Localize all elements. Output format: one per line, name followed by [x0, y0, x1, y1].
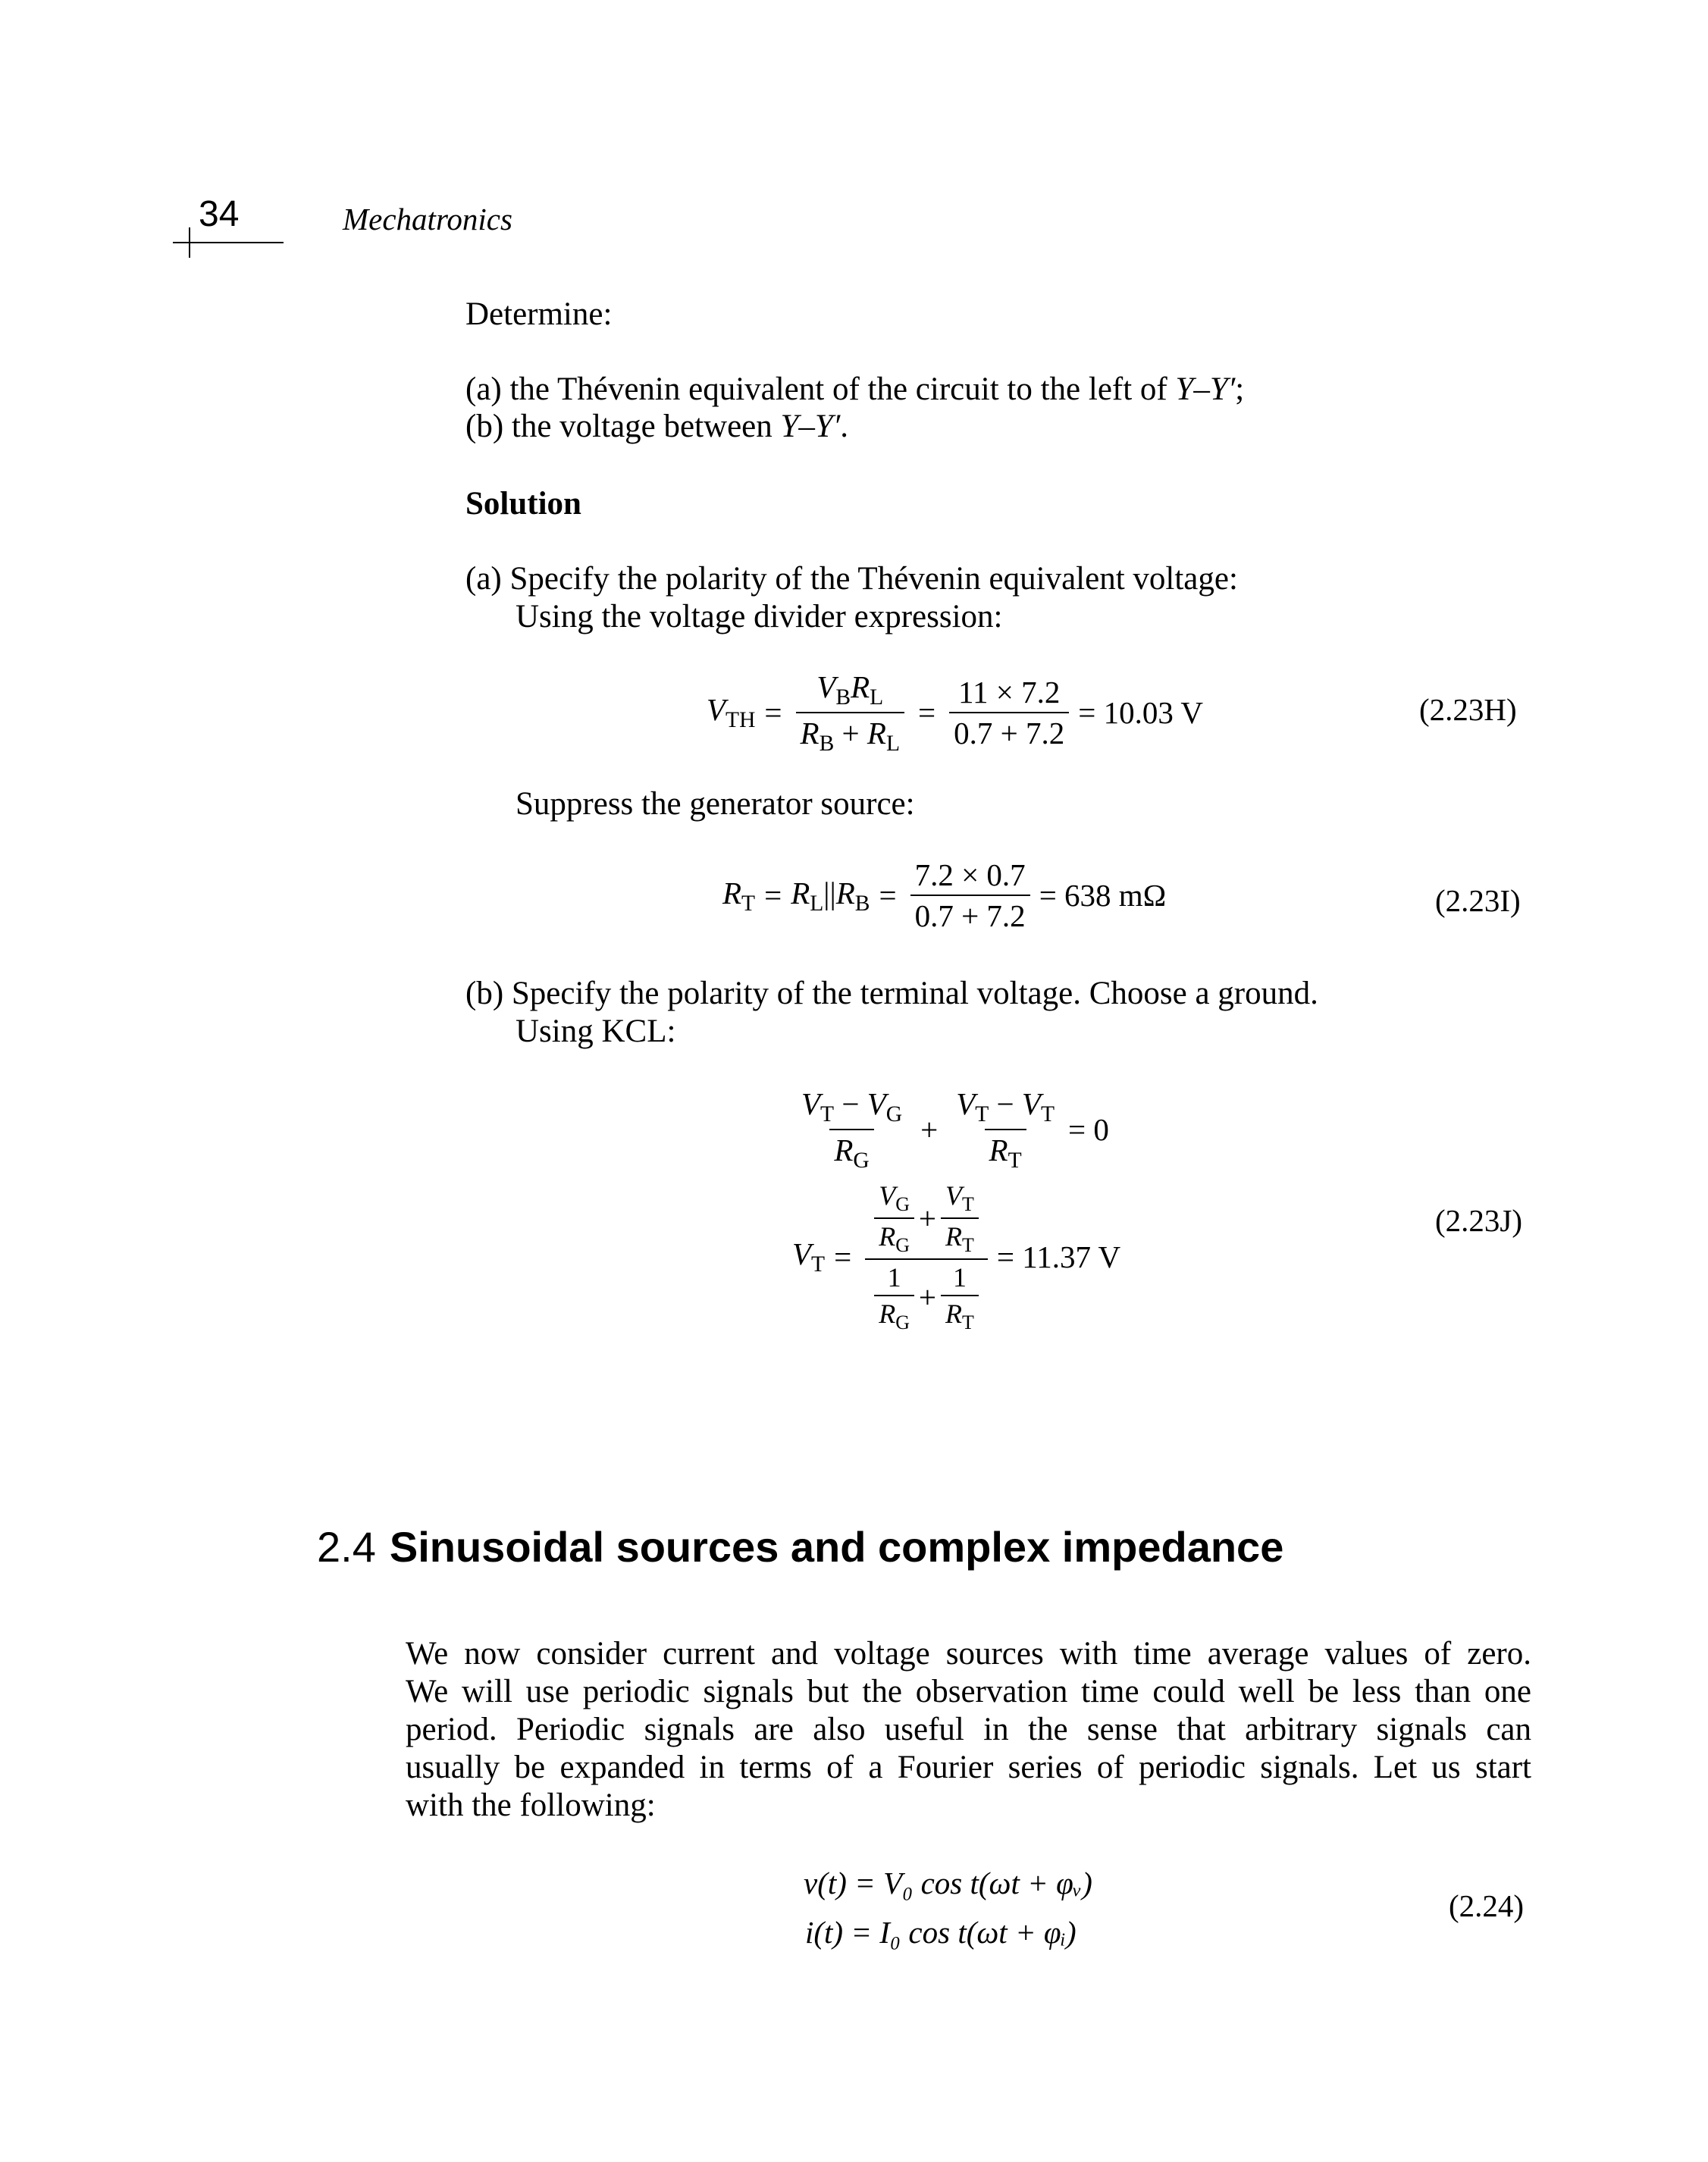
eq-i-result: = 638 mΩ [1039, 878, 1167, 913]
problem-item-a [465, 371, 1244, 409]
page-number: 34 [199, 194, 240, 234]
problem-item-b-term: Y–Y′ [780, 409, 841, 444]
running-title: Mechatronics [343, 202, 512, 237]
problem-item-a-text: (a) the Thévenin equivalent of the circuit to the left of [465, 371, 1167, 407]
equation-number-2-23H: (2.23H) [1419, 692, 1517, 727]
paragraph-line: We will use periodic signals but the observation time could well be less than one [406, 1674, 1531, 1709]
paragraph-line: with the following: [406, 1788, 656, 1823]
equation-number-2-24: (2.24) [1449, 1888, 1525, 1923]
problem-item-b-text: (b) the voltage between [465, 409, 773, 444]
paragraph-line: period. Periodic signals are also useful in the sense that arbitrary signals can [406, 1712, 1531, 1747]
section-heading [317, 1522, 1283, 1571]
solution-heading: Solution [465, 486, 581, 522]
eq-h-result: = 10.03 V [1078, 694, 1203, 730]
solution-a-line2: Using the voltage divider expression: [516, 599, 1003, 634]
solution-b-line2: Using KCL: [516, 1014, 676, 1049]
paragraph-line: We now consider current and voltage sources with time average values of zero. [406, 1636, 1531, 1672]
equation-2-24-line2: i(t) = I₀ cos t(ωt + φᵢ) [805, 1915, 1077, 1950]
eq-h-lhs: $V_{TH}$ [707, 692, 756, 733]
eq-h-fraction-numeric: $\frac{11 \times 7.2}{0.7 + 7.2}$ [949, 674, 1069, 751]
paragraph-line: usually be expanded in terms of a Fourier series of periodic signals. Let us start [406, 1750, 1531, 1785]
problem-item-a-term: Y–Y′ [1175, 371, 1236, 407]
section-paragraph [406, 1635, 1531, 1825]
section-number: 2.4 [317, 1523, 376, 1571]
solution-a-line1: (a) Specify the polarity of the Thévenin equivalent voltage: [465, 561, 1238, 597]
solution-b-line1: (b) Specify the polarity of the terminal voltage. Choose a ground. [465, 976, 1318, 1011]
equation-number-2-23J: (2.23J) [1435, 1203, 1523, 1238]
determine-label: Determine: [465, 296, 613, 332]
problem-item-b [465, 408, 848, 446]
problem-item-b-tail: . [840, 409, 848, 444]
suppress-text: Suppress the generator source: [516, 786, 915, 822]
eq-i-fraction: $\frac{7.2 \times 0.7}{0.7 + 7.2}$ [910, 857, 1030, 934]
crop-mark-vertical [189, 227, 190, 258]
equation-2-24-line1: v(t) = V₀ cos t(ωt + φᵥ) [804, 1866, 1092, 1900]
equation-2-23J-kcl: $\frac{V_T - V_G}{R_G}$ + $\frac{V_T - V_T}{R_T}$ = 0 [801, 1086, 1109, 1173]
equation-number-2-23I: (2.23I) [1435, 883, 1521, 918]
section-title: Sinusoidal sources and complex impedance [389, 1523, 1284, 1571]
eq-j-compound-fraction: $\frac{V_G}{R_G}$ + $\frac{V_T}{R_T}$ $\frac{1}{R_G}$ + $\frac{1}{R_T}$ [865, 1180, 988, 1333]
equation-2-23H: $V_{TH}$ = $\frac{V_BR_L}{R_B + R_L}$ = $\frac{11 \times 7.2}{0.7 + 7.2}$ = 10.03 V [707, 669, 1203, 756]
eq-h-fraction-symbolic: $\frac{V_BR_L}{R_B + R_L}$ [796, 669, 904, 757]
eq-j-result: = 11.37 V [996, 1239, 1121, 1274]
equation-2-23J-vt: $V_T$ = $\frac{V_G}{R_G}$ + $\frac{V_T}{R_T}$ $\frac{1}{R_G}$ + $\frac{1}{R_T}$ = 11.37 V [792, 1180, 1121, 1333]
eq-j-kcl-rhs: = 0 [1067, 1111, 1109, 1147]
equation-2-23I: $R_T$ = $R_L||R_B$ = $\frac{7.2 \times 0.7}{0.7 + 7.2}$ = 638 mΩ [722, 857, 1167, 933]
problem-item-a-tail: ; [1235, 371, 1245, 407]
